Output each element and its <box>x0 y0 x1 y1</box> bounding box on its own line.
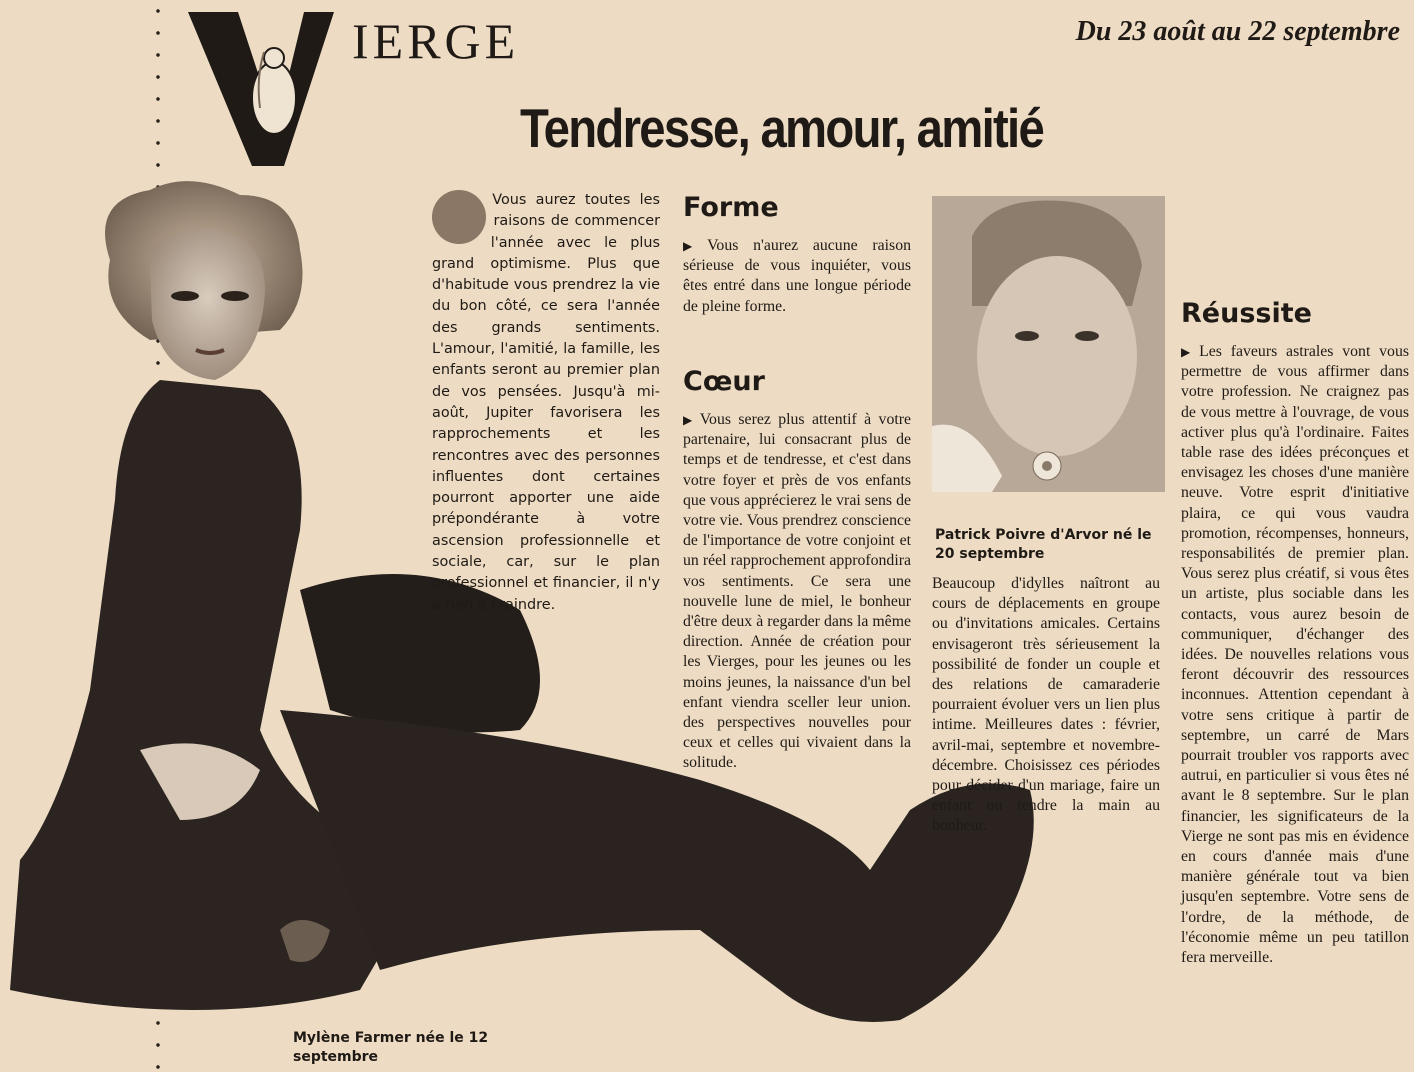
woman-photo-caption: Mylène Farmer née le 12 septembre <box>293 1030 489 1065</box>
date-range: Du 23 août au 22 septembre <box>1075 16 1400 47</box>
forme-paragraph <box>683 236 911 317</box>
headline: Tendresse, amour, amitié <box>520 97 1044 159</box>
coeur-paragraph <box>683 410 911 774</box>
reussite-heading: Réussite <box>1181 298 1312 329</box>
reussite-text: Les faveurs astrales vont vous permettre de vous affirmer dans votre profession. Ne craignez pas de vous mettre à l'ouvrage, de vous activer plus qu'à l'ordinaire. Faites table rase des idées préconçues et envisagez les choses d'une manière neuve. Votre esprit d'initiative plaira, ce qui vous vaudra promotion, récompenses, honneurs, responsabilités de premier plan. Vous serez plus créatif, si vous êtes un artiste, plus sociable dans les contacts, vous aurez besoin de communiquer, d'échanger des idées. De nouvelles relations vous feront découvrir des ressources inconnues. Attention cependant à votre sens critique à partir de septembre, un carré de Mars pourrait troubler vos rapports avec autrui, en particulier si vous êtes né avant le 8 septembre. Sur le plan financier, les significateurs de la Vierge ne sont pas mis en évidence en cours d'année mais d'une manière générale tout va bien jusqu'en septembre. Votre sens de l'ordre, de la méthode, de l'économie même un peu tatillon fera merveille. <box>1181 343 1409 967</box>
coeur-text: Vous serez plus attentif à votre partenaire, lui consacrant plus de temps et de tendresse, et c'est dans votre foyer et près de vos enfants que vous apprécierez le vrai sens de votre vie. Vous prendrez conscience de l'importance de votre conjoint et un réel rapprochement approfondira vos sentiments. Ce sera une nouvelle lune de miel, le bonheur d'être deux à regarder dans la même direction. Année de création pour les Vierges, pour les jeunes ou les moins jeunes, la naissance d'un bel enfant viendra sceller leur union. des perspectives nouvelles pour ceux et celles qui vivaient dans la solitude. <box>683 411 911 772</box>
reussite-paragraph <box>1181 342 1409 968</box>
man-portrait-photo <box>932 196 1165 492</box>
sign-title: IERGE <box>352 13 520 69</box>
intro-paragraph: Vous aurez toutes les raisons de commencer l'année avec le plus grand optimisme. Plus que d'habitude vous prendrez la vie du bon côté, ce sera l'année des grands sentiments. L'amour, l'amitié, la famille, les enfants seront au premier plan de vos pensées. Jusqu'à mi-août, Jupiter favorisera les rapprochements et les rencontres avec des personnes influentes dont certaines pourront apporter une aide prépondérante à votre ascension professionnelle et sociale, car, sur le plan professionnel et financier, il n'y a rien à craindre. <box>432 192 660 613</box>
coeur-continued-paragraph: Beaucoup d'idylles naîtront au cours de déplacements en groupe ou d'invitations amicales. Certains envisageront très sérieusement la possibilité de fonder un couple et des relations de camaraderie pourraient évoluer vers un lien plus intime. Meilleures dates : février, avril-mai, septembre et novembre-décembre. Choisissez ces périodes pour décider d'un mariage, faire un enfant ou tendre la main au bonheur. <box>932 575 1160 835</box>
arrow-bullet-icon: ▶ <box>683 413 696 427</box>
forme-text: Vous n'aurez aucune raison sérieuse de vous inquiéter, vous êtes entré dans une longue période de pleine forme. <box>683 237 911 315</box>
coeur-heading: Cœur <box>683 366 765 397</box>
virgo-letter-v-logo <box>186 8 336 168</box>
arrow-bullet-icon: ▶ <box>1181 345 1196 359</box>
man-photo-caption: Patrick Poivre d'Arvor né le 20 septembre <box>935 527 1152 562</box>
arrow-bullet-icon: ▶ <box>683 239 704 253</box>
forme-heading: Forme <box>683 192 779 223</box>
